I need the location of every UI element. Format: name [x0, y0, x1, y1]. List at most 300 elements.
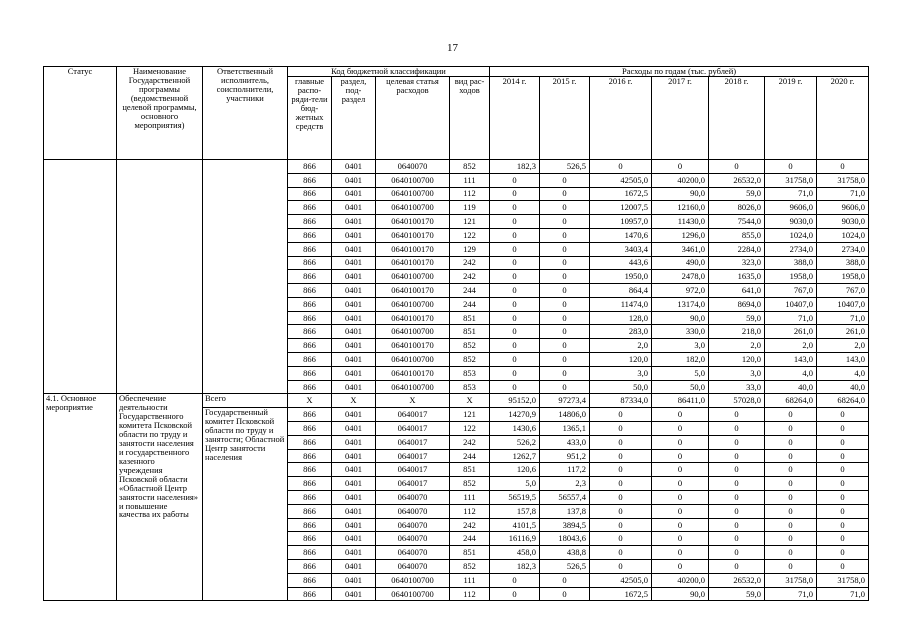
header-year-2015: 2015 г.	[540, 76, 590, 159]
table-cell: 0	[652, 560, 709, 574]
table-cell: 852	[450, 560, 490, 574]
table-cell: 0	[817, 435, 869, 449]
table-cell: 0	[490, 573, 540, 587]
table-cell: 0	[540, 173, 590, 187]
table-cell: 0	[765, 422, 817, 436]
table-cell: 0640100700	[376, 201, 450, 215]
table-cell: 0	[817, 463, 869, 477]
table-cell: 0	[765, 477, 817, 491]
table-cell: 0	[540, 339, 590, 353]
table-cell: 0	[490, 228, 540, 242]
table-cell: 0640100170	[376, 228, 450, 242]
table-cell: 1950,0	[590, 270, 652, 284]
header-budget-code: Код бюджетной классификации	[288, 67, 490, 77]
table-cell: 0401	[332, 353, 376, 367]
table-cell: 0401	[332, 201, 376, 215]
table-cell: 0640100170	[376, 215, 450, 229]
table-cell: 0	[765, 560, 817, 574]
table-cell: 0	[709, 477, 765, 491]
table-cell: 1672,5	[590, 187, 652, 201]
table-cell: 9606,0	[817, 201, 869, 215]
table-cell: 0	[590, 491, 652, 505]
table-cell: 0	[590, 159, 652, 173]
table-cell: 2284,0	[709, 242, 765, 256]
table-cell: 71,0	[817, 587, 869, 601]
table-cell: 851	[450, 325, 490, 339]
section-status: 4.1. Основное мероприятие	[44, 394, 117, 601]
table-cell: 3894,5	[540, 518, 590, 532]
table-cell: 111	[450, 491, 490, 505]
table-cell: 0	[817, 477, 869, 491]
table-cell: 0	[490, 284, 540, 298]
table-cell: 0	[709, 491, 765, 505]
table-cell: 122	[450, 228, 490, 242]
table-cell: 866	[288, 311, 332, 325]
table-cell: 244	[450, 297, 490, 311]
table-cell: 137,8	[540, 504, 590, 518]
table-cell: 0	[652, 546, 709, 560]
table-cell: 122	[450, 422, 490, 436]
table-cell: 866	[288, 587, 332, 601]
table-cell: 0	[765, 449, 817, 463]
table-cell: 0401	[332, 215, 376, 229]
table-cell: 182,0	[652, 353, 709, 367]
table-cell: 1430,6	[490, 422, 540, 436]
table-cell: 0	[709, 408, 765, 422]
table-cell: 244	[450, 449, 490, 463]
table-cell: 120,0	[709, 353, 765, 367]
table-cell: 852	[450, 353, 490, 367]
table-cell: 0640100170	[376, 311, 450, 325]
table-cell: 1470,6	[590, 228, 652, 242]
table-cell: 851	[450, 311, 490, 325]
table-cell: 0640100170	[376, 256, 450, 270]
header-name: Наименование Государственной программы (ведомственной целевой программы, основного мероприятия)	[117, 67, 203, 160]
table-cell: 0	[652, 477, 709, 491]
table-cell: 0401	[332, 270, 376, 284]
table-cell: 71,0	[765, 311, 817, 325]
header-type: вид рас-ходов	[450, 76, 490, 159]
table-cell: 0	[490, 270, 540, 284]
table-cell: 0	[652, 449, 709, 463]
table-cell: 1365,1	[540, 422, 590, 436]
table-cell: 33,0	[709, 380, 765, 394]
table-cell: 0640100170	[376, 242, 450, 256]
table-cell: 0640017	[376, 408, 450, 422]
table-cell: 42505,0	[590, 573, 652, 587]
table-cell: 0640100700	[376, 380, 450, 394]
table-cell: 866	[288, 477, 332, 491]
table-cell: 0401	[332, 422, 376, 436]
table-cell: 4,0	[817, 366, 869, 380]
total-label: Всего	[203, 394, 288, 408]
table-cell: 0401	[332, 366, 376, 380]
table-cell: 972,0	[652, 284, 709, 298]
table-cell: 330,0	[652, 325, 709, 339]
table-cell: 0	[490, 256, 540, 270]
table-cell: 0	[490, 353, 540, 367]
table-cell: 244	[450, 532, 490, 546]
table-cell: 0	[540, 228, 590, 242]
table-cell: 3,0	[709, 366, 765, 380]
table-cell: 121	[450, 408, 490, 422]
table-cell: 218,0	[709, 325, 765, 339]
table-cell: 3403,4	[590, 242, 652, 256]
table-cell: 0640100700	[376, 573, 450, 587]
table-cell: 0	[490, 311, 540, 325]
header-expenses: Расходы по годам (тыс. рублей)	[490, 67, 869, 77]
table-cell: 2,0	[817, 339, 869, 353]
table-cell: 68264,0	[817, 394, 869, 408]
table-cell: 0	[765, 491, 817, 505]
table-cell: 120,6	[490, 463, 540, 477]
table-cell: 2,0	[709, 339, 765, 353]
table-cell: 0640017	[376, 477, 450, 491]
table-cell: 866	[288, 201, 332, 215]
table-cell: 1958,0	[817, 270, 869, 284]
table-cell: 0	[540, 187, 590, 201]
table-cell: 0640017	[376, 449, 450, 463]
table-cell: 866	[288, 560, 332, 574]
table-cell: 0401	[332, 256, 376, 270]
table-cell: 13174,0	[652, 297, 709, 311]
table-cell: 4,0	[765, 366, 817, 380]
table-body	[44, 159, 869, 601]
table-cell: 458,0	[490, 546, 540, 560]
table-cell: 0640070	[376, 159, 450, 173]
header-year-2020: 2020 г.	[817, 76, 869, 159]
table-cell: 0	[652, 159, 709, 173]
table-cell: 0401	[332, 325, 376, 339]
table-cell: 0640017	[376, 435, 450, 449]
table-cell: 852	[450, 159, 490, 173]
table-cell: 2734,0	[817, 242, 869, 256]
table-cell: 0401	[332, 284, 376, 298]
table-cell: 283,0	[590, 325, 652, 339]
table-cell: 31758,0	[765, 173, 817, 187]
table-cell: 18043,6	[540, 532, 590, 546]
table-cell: 0	[490, 587, 540, 601]
table-cell: 0	[709, 463, 765, 477]
table-cell: 851	[450, 463, 490, 477]
table-cell: 0	[765, 463, 817, 477]
table-cell: 4101,5	[490, 518, 540, 532]
table-cell: 866	[288, 187, 332, 201]
table-cell: 0	[540, 270, 590, 284]
table-cell: 5,0	[652, 366, 709, 380]
table-cell: 157,8	[490, 504, 540, 518]
table-cell: 1672,5	[590, 587, 652, 601]
table-cell: 0401	[332, 297, 376, 311]
table-cell: 0401	[332, 311, 376, 325]
table-cell: 866	[288, 435, 332, 449]
table-cell: 0640017	[376, 463, 450, 477]
table-cell: 0	[817, 546, 869, 560]
table-cell: 864,4	[590, 284, 652, 298]
table-cell: 0	[817, 449, 869, 463]
table-cell: 56519,5	[490, 491, 540, 505]
table-cell: 40200,0	[652, 173, 709, 187]
table-cell: 0	[709, 532, 765, 546]
table-cell: 0401	[332, 228, 376, 242]
table-cell: 0640100700	[376, 353, 450, 367]
table-cell: 0640017	[376, 422, 450, 436]
table-cell: 242	[450, 518, 490, 532]
table-cell: 0	[765, 518, 817, 532]
table-cell: 0	[652, 408, 709, 422]
table-cell: 951,2	[540, 449, 590, 463]
table-cell: 443,6	[590, 256, 652, 270]
table-cell: 26532,0	[709, 573, 765, 587]
table-cell: Х	[450, 394, 490, 408]
section-participants: Государственный комитет Псковской области по труду и занятости; Областной Центр занятости населения	[203, 408, 288, 601]
table-cell: 242	[450, 256, 490, 270]
table-cell: 0640070	[376, 504, 450, 518]
table-cell: 68264,0	[765, 394, 817, 408]
table-cell: 0401	[332, 380, 376, 394]
table-cell: 0640100700	[376, 297, 450, 311]
table-cell: 97273,4	[540, 394, 590, 408]
table-cell: 16116,9	[490, 532, 540, 546]
table-cell: 90,0	[652, 311, 709, 325]
header-status: Статус	[44, 67, 117, 160]
table-cell: 0	[765, 435, 817, 449]
table-cell: 0401	[332, 587, 376, 601]
table-cell: 0	[590, 560, 652, 574]
table-cell: 0	[817, 532, 869, 546]
table-cell: 855,0	[709, 228, 765, 242]
table-cell: 2734,0	[765, 242, 817, 256]
table-cell: 0	[765, 504, 817, 518]
table-cell: 0	[652, 518, 709, 532]
section-name: Обеспечение деятельности Государственного комитета Псковской области по труду и занятости населения и государственного казенного учреждения Псковской области «Областной Центр занятости населения» и повышение качества их работы	[117, 394, 203, 601]
table-cell: 866	[288, 256, 332, 270]
table-cell: 0	[709, 560, 765, 574]
table-cell: 26532,0	[709, 173, 765, 187]
table-cell: 866	[288, 532, 332, 546]
table-cell: 5,0	[490, 477, 540, 491]
table-cell: 59,0	[709, 311, 765, 325]
table-cell: 0	[652, 504, 709, 518]
table-cell: 9606,0	[765, 201, 817, 215]
table-cell: 866	[288, 504, 332, 518]
table-cell: 526,2	[490, 435, 540, 449]
status-cell-a	[44, 159, 117, 394]
table-cell: 866	[288, 325, 332, 339]
table-cell: 182,3	[490, 560, 540, 574]
table-cell: 866	[288, 339, 332, 353]
table-cell: 0	[652, 532, 709, 546]
table-cell: 0640100700	[376, 270, 450, 284]
table-cell: 0	[540, 573, 590, 587]
table-cell: 40200,0	[652, 573, 709, 587]
table-cell: 95152,0	[490, 394, 540, 408]
table-cell: 0	[590, 449, 652, 463]
table-cell: 866	[288, 408, 332, 422]
table-cell: 261,0	[817, 325, 869, 339]
table-cell: 526,5	[540, 560, 590, 574]
table-cell: 0	[540, 353, 590, 367]
table-cell: 0	[709, 435, 765, 449]
table-cell: 0	[652, 463, 709, 477]
table-cell: 0640100700	[376, 187, 450, 201]
table-cell: Х	[376, 394, 450, 408]
header-section: раздел, под-раздел	[332, 76, 376, 159]
table-cell: 0	[590, 422, 652, 436]
table-cell: 0640100170	[376, 366, 450, 380]
table-cell: 866	[288, 518, 332, 532]
table-cell: 767,0	[765, 284, 817, 298]
table-cell: 59,0	[709, 187, 765, 201]
table-cell: 323,0	[709, 256, 765, 270]
table-cell: 866	[288, 270, 332, 284]
table-cell: 57028,0	[709, 394, 765, 408]
budget-table	[43, 66, 869, 601]
table-cell: 2,0	[590, 339, 652, 353]
table-cell: 111	[450, 573, 490, 587]
table-cell: 12007,5	[590, 201, 652, 215]
table-cell: 0	[540, 587, 590, 601]
table-cell: 0	[652, 422, 709, 436]
table-cell: 71,0	[817, 187, 869, 201]
table-cell: 0	[765, 408, 817, 422]
table-cell: 0401	[332, 504, 376, 518]
table-cell: 0	[765, 159, 817, 173]
header-grbs: главные распо-ряди-тели бюд-жетных средств	[288, 76, 332, 159]
table-cell: 0401	[332, 242, 376, 256]
table-cell: 0	[709, 449, 765, 463]
table-cell: 0640100700	[376, 173, 450, 187]
table-cell: 0640070	[376, 532, 450, 546]
table-cell: 0	[590, 504, 652, 518]
table-cell: 0	[765, 532, 817, 546]
table-cell: 40,0	[817, 380, 869, 394]
table-cell: 143,0	[765, 353, 817, 367]
table-cell: 0	[540, 311, 590, 325]
table-cell: 866	[288, 573, 332, 587]
table-cell: 71,0	[765, 587, 817, 601]
table-cell: 11430,0	[652, 215, 709, 229]
table-cell: 0401	[332, 449, 376, 463]
table-cell: 2478,0	[652, 270, 709, 284]
table-cell: 120,0	[590, 353, 652, 367]
header-year-2016: 2016 г.	[590, 76, 652, 159]
table-cell: 0	[490, 201, 540, 215]
table-cell: 433,0	[540, 435, 590, 449]
table-cell: 866	[288, 353, 332, 367]
table-cell: 0	[540, 325, 590, 339]
table-cell: 0640100700	[376, 325, 450, 339]
table-cell: 0640070	[376, 546, 450, 560]
table-cell: 0	[490, 339, 540, 353]
table-cell: 31758,0	[765, 573, 817, 587]
table-cell: 0	[590, 435, 652, 449]
table-cell: 121	[450, 215, 490, 229]
table-cell: 0	[590, 408, 652, 422]
table-cell: 0	[709, 422, 765, 436]
table-cell: 0640100170	[376, 284, 450, 298]
table-cell: 7544,0	[709, 215, 765, 229]
table-cell: 9030,0	[765, 215, 817, 229]
table-cell: 0401	[332, 339, 376, 353]
table-cell: 0	[490, 297, 540, 311]
table-cell: 866	[288, 284, 332, 298]
table-cell: 0401	[332, 159, 376, 173]
table-cell: 50,0	[652, 380, 709, 394]
table-cell: 86411,0	[652, 394, 709, 408]
responsible-cell-a	[203, 159, 288, 394]
table-cell: 0	[817, 518, 869, 532]
table-cell: 0	[817, 560, 869, 574]
page-number: 17	[447, 42, 458, 54]
table-row	[44, 159, 869, 173]
table-cell: 10407,0	[765, 297, 817, 311]
table-cell: 14270,9	[490, 408, 540, 422]
header-responsible: Ответственный исполнитель, соисполнители, участники	[203, 67, 288, 160]
table-cell: 0401	[332, 518, 376, 532]
table-cell: 866	[288, 173, 332, 187]
table-cell: 866	[288, 449, 332, 463]
table-cell: 0401	[332, 560, 376, 574]
table-cell: 0	[540, 242, 590, 256]
table-cell: 0640100170	[376, 339, 450, 353]
table-cell: 852	[450, 477, 490, 491]
table-cell: 2,3	[540, 477, 590, 491]
table-cell: 128,0	[590, 311, 652, 325]
table-cell: 14806,0	[540, 408, 590, 422]
table-cell: 3,0	[590, 366, 652, 380]
table-cell: 0401	[332, 408, 376, 422]
table-cell: 1958,0	[765, 270, 817, 284]
table-cell: 71,0	[765, 187, 817, 201]
table-cell: 0	[490, 187, 540, 201]
table-cell: 242	[450, 270, 490, 284]
table-cell: 866	[288, 380, 332, 394]
table-cell: 0	[540, 201, 590, 215]
table-cell: 0	[709, 546, 765, 560]
header-year-2014: 2014 г.	[490, 76, 540, 159]
table-cell: 0	[490, 380, 540, 394]
table-cell: 9030,0	[817, 215, 869, 229]
table-cell: 0	[590, 518, 652, 532]
table-cell: 866	[288, 366, 332, 380]
table-cell: 853	[450, 366, 490, 380]
table-cell: 866	[288, 159, 332, 173]
table-cell: 1296,0	[652, 228, 709, 242]
table-cell: 0401	[332, 173, 376, 187]
table-cell: 0	[709, 504, 765, 518]
table-cell: 0	[817, 422, 869, 436]
table-cell: 1262,7	[490, 449, 540, 463]
table-cell: 40,0	[765, 380, 817, 394]
table-cell: 129	[450, 242, 490, 256]
table-cell: 0401	[332, 463, 376, 477]
table-cell: 0640070	[376, 560, 450, 574]
table-cell: 490,0	[652, 256, 709, 270]
table-cell: 526,5	[540, 159, 590, 173]
table-cell: 0401	[332, 532, 376, 546]
table-cell: 0	[490, 325, 540, 339]
table-cell: 10957,0	[590, 215, 652, 229]
table-cell: 0401	[332, 573, 376, 587]
table-cell: 866	[288, 546, 332, 560]
table-cell: 71,0	[817, 311, 869, 325]
table-cell: 182,3	[490, 159, 540, 173]
table-cell: 866	[288, 422, 332, 436]
table-cell: 388,0	[817, 256, 869, 270]
table-cell: Х	[332, 394, 376, 408]
table-cell: Х	[288, 394, 332, 408]
